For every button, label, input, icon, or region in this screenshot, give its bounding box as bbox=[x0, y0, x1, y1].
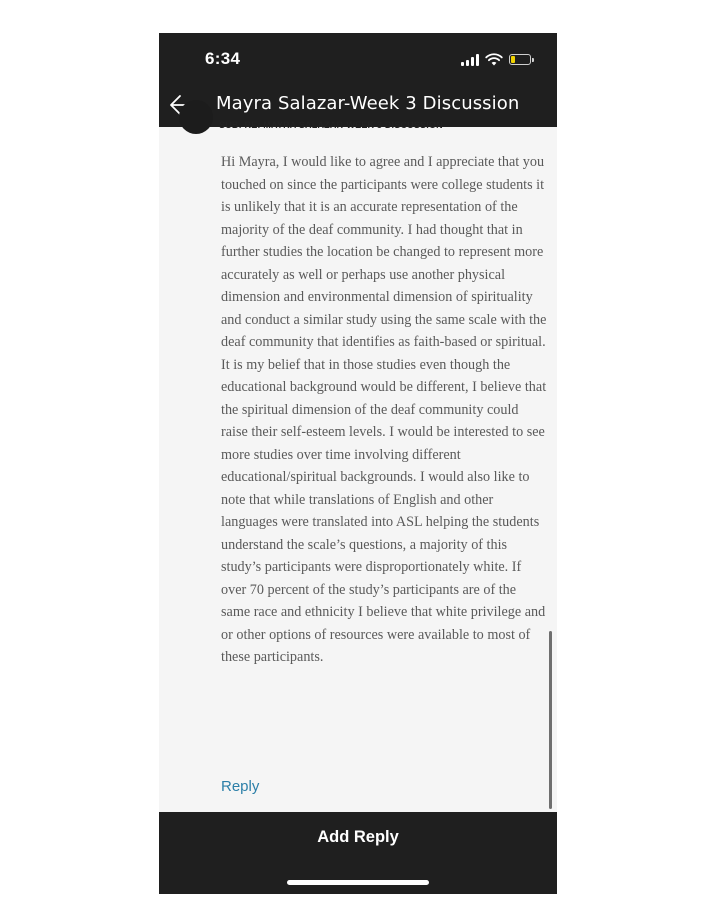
status-icons bbox=[461, 53, 531, 66]
post-content-area[interactable] bbox=[159, 120, 557, 809]
wifi-icon bbox=[485, 53, 503, 66]
home-indicator[interactable] bbox=[287, 880, 429, 885]
scrollbar[interactable] bbox=[549, 631, 552, 809]
page-title: Mayra Salazar-Week 3 Discussion bbox=[216, 93, 520, 114]
post-body: Hi Mayra, I would like to agree and I appreciate that you touched on since the participants were college students it is unlikely that it is an accurate representation of the majority of the deaf community. I had thought that in further studies the location be changed to represent more accurately as well or perhaps use another physical dimension and environmental dimension of spirituality and conduct a similar study using the same scale with the deaf community that identifies as faith-based or spiritual. It is my belief that in those studies even though the educational background would be different, I believe that the spiritual dimension of the deaf community could raise their self-esteem levels. I would be interested to see more studies over time involving different educational/spiritual backgrounds. I would also like to note that while translations of English and other languages were translated into ASL helping the students understand the scale’s questions, a majority of this study’s participants were disproportionately white. If over 70 percent of the study’s participants are of the same race and ethnicity I believe that white privilege and or other options of resources were available to most of these participants. bbox=[221, 154, 547, 665]
bottom-bar bbox=[159, 812, 557, 894]
status-time: 6:34 bbox=[205, 49, 241, 68]
post-subject: SUB: RE: MAYRA SALAZAR-WEEK 3 DISCUSSION bbox=[219, 120, 443, 130]
avatar bbox=[179, 100, 213, 134]
cellular-signal-icon bbox=[461, 54, 479, 66]
reply-link[interactable]: Reply bbox=[221, 778, 260, 795]
add-reply-button[interactable]: Add Reply bbox=[159, 812, 557, 862]
battery-icon bbox=[509, 54, 531, 65]
phone-screen bbox=[159, 33, 557, 894]
status-bar bbox=[159, 33, 557, 85]
